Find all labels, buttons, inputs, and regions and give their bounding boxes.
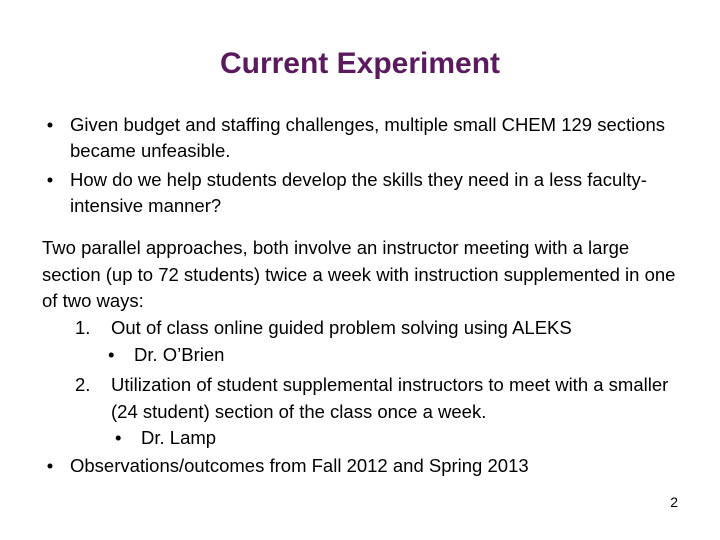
sub-bullet-marker: • bbox=[108, 344, 115, 365]
bullet-marker: • bbox=[46, 114, 54, 135]
approach-item-2 bbox=[75, 372, 675, 425]
approach-item-1 bbox=[75, 315, 675, 342]
approach-2-lead bbox=[115, 425, 216, 452]
sub-bullet-marker: • bbox=[115, 427, 122, 448]
bullet-item bbox=[30, 167, 680, 219]
approaches-paragraph: Two parallel approaches, both involve an instructor meeting with a large section (up to 72 students) twice a week with instruction supplemented in one of two ways: bbox=[42, 237, 676, 311]
approach-number: 2. bbox=[75, 374, 91, 395]
intro-bullet-list bbox=[30, 112, 680, 222]
page-number: 2 bbox=[670, 494, 678, 510]
sub-bullet-text: Dr. O’Brien bbox=[134, 344, 225, 365]
approach-text: Out of class online guided problem solving using ALEKS bbox=[111, 317, 572, 338]
sub-bullet-text: Dr. Lamp bbox=[141, 427, 217, 448]
bullet-text: Given budget and staffing challenges, multiple small CHEM 129 sections became unfeasible. bbox=[70, 114, 666, 161]
bullet-text: Observations/outcomes from Fall 2012 and Spring 2013 bbox=[70, 455, 529, 476]
bullet-item bbox=[30, 112, 680, 164]
approach-number: 1. bbox=[75, 317, 91, 338]
bullet-marker: • bbox=[46, 455, 54, 476]
bullet-marker: • bbox=[46, 169, 54, 190]
bullet-text: How do we help students develop the skills they need in a less faculty-intensive manner? bbox=[70, 169, 647, 216]
outcomes-bullet bbox=[30, 453, 529, 479]
slide-title: Current Experiment bbox=[219, 47, 501, 80]
approach-1-lead bbox=[108, 342, 224, 369]
approach-text: Utilization of student supplemental instructors to meet with a smaller (24 student) section of the class once a week. bbox=[111, 374, 669, 422]
